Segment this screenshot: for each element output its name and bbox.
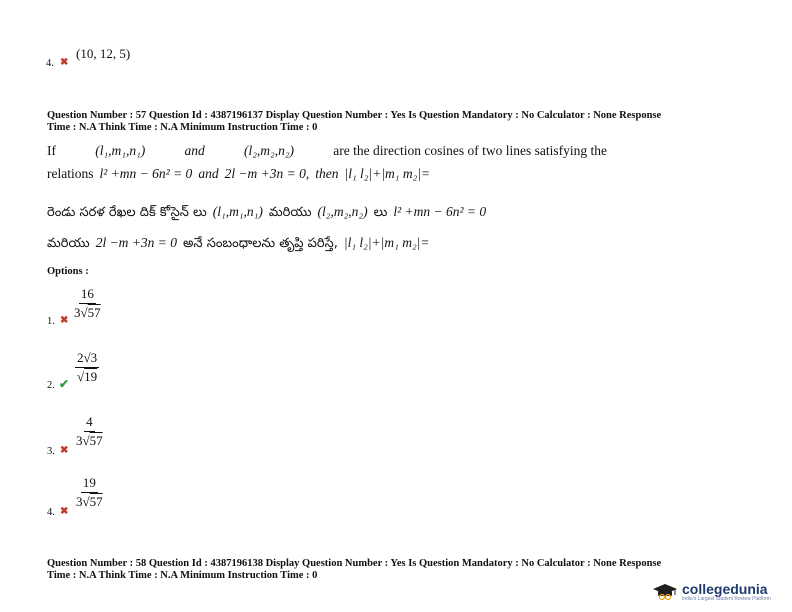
text-english-rest: are the direction cosines of two lines satisfying the: [333, 143, 607, 158]
option-number: 2.: [47, 380, 55, 391]
question-telugu: [47, 204, 607, 254]
option-denominator: 3√57: [74, 305, 101, 320]
next-question-meta: [47, 558, 767, 582]
math-equation1: l² +mn − 6n² = 0: [99, 166, 193, 181]
cross-icon: ✖: [60, 57, 69, 68]
telugu-text-1b: మరియు: [268, 205, 312, 220]
telugu-text-1c: లు: [373, 205, 388, 220]
math-dc1: (l₁,m₁,n₁): [95, 143, 146, 158]
text-if: If: [47, 143, 56, 158]
question-meta-line2: Time : N.A Think Time : N.A Minimum Instruction Time : 0: [47, 122, 318, 133]
telugu-math-eq2: 2l −m +3n = 0: [95, 235, 178, 250]
option-fraction: [74, 286, 101, 321]
telugu-text-2b: అనే సంబంధాలను తృప్తి పరిస్తే,: [183, 236, 338, 251]
telugu-math-dc1: (l₁,m₁,n₁): [212, 204, 263, 219]
cross-icon: ✖: [60, 315, 69, 326]
option-number: 4.: [47, 507, 55, 518]
telugu-math-expr: |l₁ l₂|+|m₁ m₂|=: [343, 235, 430, 250]
math-dc2: (l₂,m₂,n₂): [243, 143, 295, 158]
option-numerator: 2√3: [75, 350, 99, 368]
option-denominator: 3√57: [76, 433, 103, 448]
option-numerator: 4: [84, 414, 95, 432]
question-english-line1: [47, 141, 607, 161]
option-denominator: 3√57: [76, 494, 103, 509]
cross-icon: ✖: [60, 506, 69, 517]
question-english: [47, 141, 607, 184]
question-english-line2: [47, 164, 607, 184]
check-icon: ✔: [59, 377, 70, 391]
cross-icon: ✖: [60, 445, 69, 456]
option-fraction: [76, 475, 103, 510]
telugu-text-1a: రెండు సరళ రేఖల దిక్ కోసైన్ లు: [47, 205, 207, 220]
option-numerator: 19: [81, 475, 98, 493]
next-question-meta-line2: Time : N.A Think Time : N.A Minimum Instruction Time : 0: [47, 570, 318, 581]
next-question-meta-line1: Question Number : 58 Question Id : 4387196138 Display Question Number : Yes Is Question Mandatory : No Calculator : None Response: [47, 558, 662, 569]
option-number: 1.: [47, 316, 55, 327]
telugu-math-eq1: l² +mn − 6n² = 0: [393, 204, 487, 219]
prev-option-number: 4.: [46, 58, 54, 69]
brand-name: collegedunia: [682, 581, 768, 597]
text-and: and: [184, 143, 205, 158]
option-fraction: [76, 414, 103, 449]
brand-text: [682, 582, 771, 602]
math-equation2: 2l −m +3n = 0,: [224, 166, 310, 181]
option-numerator: 16: [79, 286, 96, 304]
telugu-text-2a: మరియు: [47, 236, 90, 251]
graduation-cap-icon: [652, 583, 678, 601]
text-and2: and: [198, 166, 219, 181]
question-meta-line1: Question Number : 57 Question Id : 4387196137 Display Question Number : Yes Is Question Mandatory : No Calculator : None Response: [47, 110, 662, 121]
options-label: Options :: [47, 266, 89, 277]
brand-logo: [652, 582, 771, 602]
option-number: 3.: [47, 446, 55, 457]
math-expression: |l₁ l₂|+|m₁ m₂|=: [344, 166, 431, 181]
question-telugu-line2: [47, 235, 607, 254]
question-telugu-line1: [47, 204, 607, 223]
text-then: then: [315, 166, 339, 181]
option-denominator: √19: [77, 369, 98, 384]
brand-tagline: India's Largest Student Review Platform: [682, 596, 771, 602]
option-fraction: [75, 350, 99, 385]
text-relations: relations: [47, 166, 94, 181]
telugu-math-dc2: (l₂,m₂,n₂): [317, 204, 368, 219]
question-meta: [47, 110, 767, 134]
prev-option-text: (10, 12, 5): [76, 46, 131, 61]
